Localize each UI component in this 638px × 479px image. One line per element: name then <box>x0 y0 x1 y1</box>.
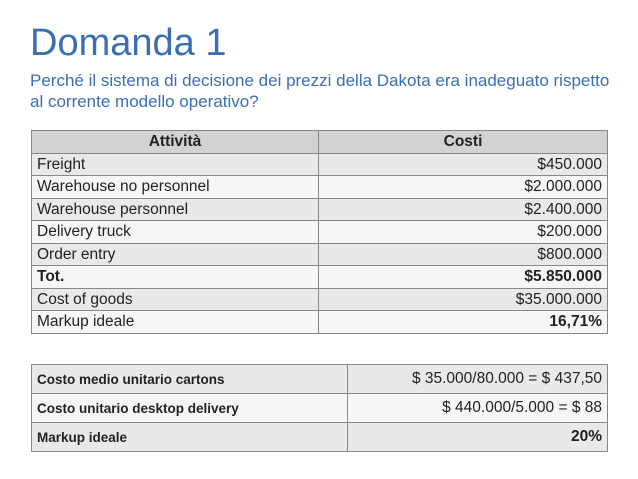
table-row <box>32 243 608 266</box>
activity-cell: Tot. <box>32 266 319 289</box>
summary-value-cell: $ 440.000/5.000 = $ 88 <box>348 394 608 423</box>
table-row <box>32 311 608 334</box>
activity-cell: Delivery truck <box>32 221 319 244</box>
table-row <box>32 365 608 394</box>
cost-cell: $5.850.000 <box>319 266 608 289</box>
page-title: Domanda 1 <box>30 22 227 64</box>
table-row <box>32 266 608 289</box>
table-row <box>32 198 608 221</box>
cost-cell: 16,71% <box>319 311 608 334</box>
table-row <box>32 221 608 244</box>
summary-value-cell: $ 35.000/80.000 = $ 437,50 <box>348 365 608 394</box>
cost-cell: $450.000 <box>319 153 608 176</box>
table-row <box>32 423 608 452</box>
summary-label-cell: Costo medio unitario cartons <box>32 365 348 394</box>
summary-label-cell: Markup ideale <box>32 423 348 452</box>
table-header-row <box>32 131 608 154</box>
table-row <box>32 288 608 311</box>
summary-table <box>31 364 608 452</box>
column-header-activity: Attività <box>32 131 319 154</box>
activity-cell: Markup ideale <box>32 311 319 334</box>
cost-cell: $200.000 <box>319 221 608 244</box>
table-row <box>32 153 608 176</box>
summary-value-cell: 20% <box>348 423 608 452</box>
summary-label-cell: Costo unitario desktop delivery <box>32 394 348 423</box>
costs-table <box>31 130 608 334</box>
activity-cell: Order entry <box>32 243 319 266</box>
activity-cell: Cost of goods <box>32 288 319 311</box>
cost-cell: $2.000.000 <box>319 176 608 199</box>
activity-cell: Warehouse personnel <box>32 198 319 221</box>
cost-cell: $800.000 <box>319 243 608 266</box>
column-header-costs: Costi <box>319 131 608 154</box>
activity-cell: Freight <box>32 153 319 176</box>
activity-cell: Warehouse no personnel <box>32 176 319 199</box>
cost-cell: $35.000.000 <box>319 288 608 311</box>
cost-cell: $2.400.000 <box>319 198 608 221</box>
table-row <box>32 176 608 199</box>
question-text: Perché il sistema di decisione dei prezzi della Dakota era inadeguato rispetto al corrente modello operativo? <box>30 71 610 111</box>
table-row <box>32 394 608 423</box>
